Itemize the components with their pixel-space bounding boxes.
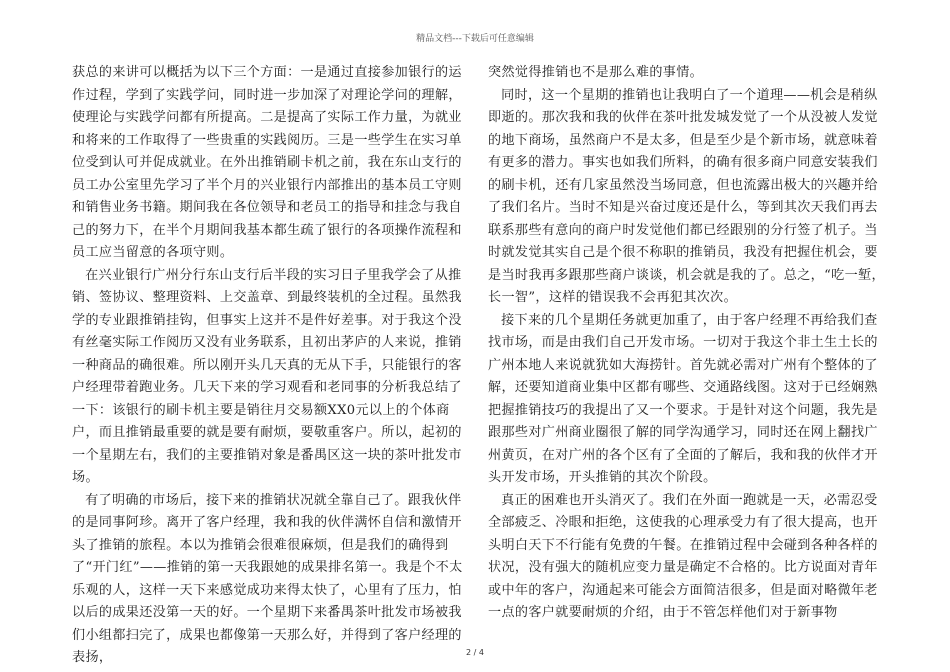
paragraph: 获总的来讲可以概括为以下三个方面：一是通过直接参加银行的运作过程，学到了实践学问，同时进一步加深了对理论学问的理解，使理论与实践学问都有所提高。二是提高了实际工作力量，为就业和将来的工作取得了一些贵重的实践阅历。三是一些学生在实习单位受到认可并促成就业。在外出推销刷卡机之前，我在东山支行的员工办公室里先学习了半个月的兴业银行内部推出的基本员工守则和销售业务书籍。期间我在各位领导和老员工的指导和挂念与我自己的努力下，在半个月期间我基本都生疏了银行的各项操作流程和员工应当留意的各项守则。 [72,65,462,260]
left-column [72,62,474,670]
right-column [488,62,890,625]
paragraph: 接下来的几个星期任务就更加重了，由于客户经理不再给我们查找市场，而是由我们自己开发市场。一切对于我这个非土生土长的广州本地人来说就犹如大海捞针。首先就必需对广州有个整体的了解，还要知道商业集中区都有哪些、交通路线图。这对于已经娴熟把握推销技巧的我提出了又一个要求。于是针对这个问题，我先是跟那些对广州商业圈很了解的同学沟通学习，同时还在网上翻找广州黄页，在对广州的各个区有了全面的了解后，我和我的伙伴才开头开发市场，开头推销的其次个阶段。 [488,312,878,485]
paragraph: 同时，这一个星期的推销也让我明白了一个道理——机会是稍纵即逝的。那次我和我的伙伴在茶叶批发城发觉了一个从没被人发觉的地下商场，虽然商户不是太多，但是至少是个新市场，就意味着有更多的潜力。事实也如我们所料，的确有很多商户同意安装我们的刷卡机，还有几家虽然没当场同意，但也流露出极大的兴趣并给了我们名片。当时不知是兴奋过度还是什么，等到其次天我们再去联系那些有意向的商户时发觉他们都已经跟别的分行签了机子。当时就发觉其实自己是个很不称职的推销员，我没有把握住机会，要是当时我再多跟那些商户谈谈，机会就是我的了。总之，“吃一堑，长一智”，这样的错误我不会再犯其次次。 [488,87,885,305]
paragraph: 在兴业银行广州分行东山支行后半段的实习日子里我学会了从推销、签协议、整理资料、上交盖章、到最终装机的全过程。虽然我学的专业跟推销挂钩，但事实上这并不是件好差事。对于我这个没有丝毫实际工作阅历又没有业务联系，且初出茅庐的人来说，推销一种商品的确很难。所以刚开头几天真的无从下手，只能银行的客户经理带着跑业务。几天下来的学习观看和老同事的分析我总结了一下：该银行的刷卡机主要是销往月交易额XX0元以上的个体商户，而且推销最重要的就是要有耐烦，要敬重客户。所以，起初的一个星期左右，我们的主要推销对象是番禺区这一块的茶叶批发市场。 [72,267,462,485]
page-number: 2 / 4 [466,648,484,657]
paragraph: 突然觉得推销也不是那么难的事情。 [488,65,704,80]
paragraph: 真正的困难也开头消灭了。我们在外面一跑就是一天，必需忍受全部疲乏、冷眼和拒绝，这使我的心理承受力有了很大提高，也开头明白天下不行能有免费的午餐。在推销过程中会碰到各种各样的状况，没有强大的随机应变力量是确定不合格的。比方说面对青年或中年的客户，沟通起来可能会方面简洁很多，但是面对略微年老一点的客户就要耐烦的介绍，由于不管怎样他们对于新事物 [488,492,878,620]
page-header: 精品文档---下载后可任意编辑 [416,34,534,44]
paragraph: 有了明确的市场后，接下来的推销状况就全靠自己了。跟我伙伴的是同事阿珍。离开了客户经理，我和我的伙伴满怀自信和激情开头了推销的旅程。本以为推销会很难很麻烦，但是我们的确得到了“开门红”——推销的第一天我跟她的成果排名第一。我是个不太乐观的人，这样一天下来感觉成功来得太快了，心里有了压力，怕以后的成果还没第一天的好。一个星期下来番禺茶叶批发市场被我们小组都扫完了，成果也都像第一天那么好，并得到了客户经理的表扬， [72,492,463,665]
